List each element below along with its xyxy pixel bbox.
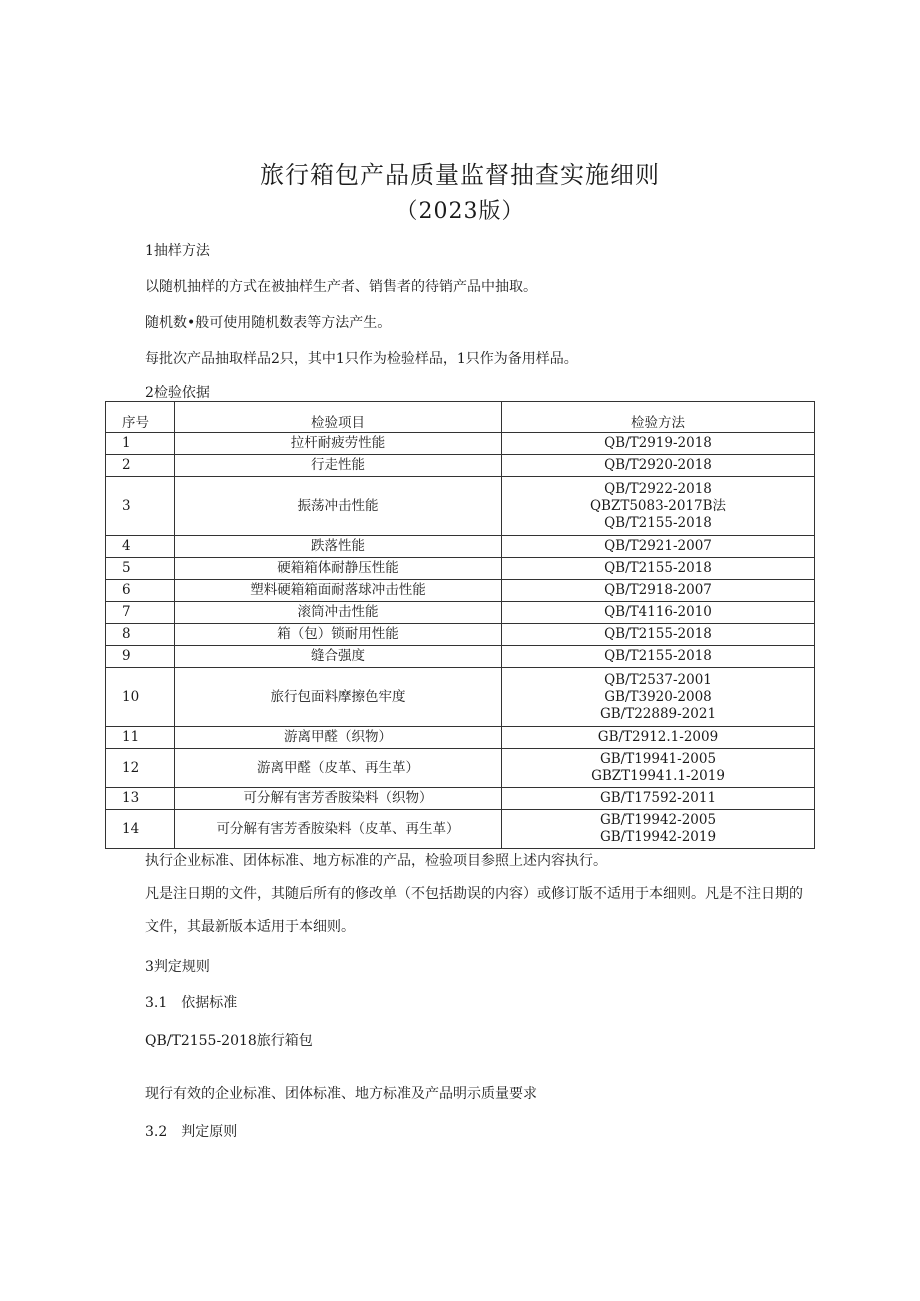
table-row [106,727,815,749]
cell-item: 拉杆耐疲劳性能 [175,433,502,455]
cell-item: 跌落性能 [175,536,502,558]
cell-item: 可分解有害芳香胺染料（皮革、再生革） [175,810,502,849]
cell-method [502,624,815,646]
table-row [106,455,815,477]
method-line: GB/T22889-2021 [599,705,717,722]
cell-item: 硬箱箱体耐静压性能 [175,558,502,580]
method-line: QB/T2918-2007 [604,582,712,598]
method-line: QB/T2155-2018 [604,560,712,576]
cell-item: 行走性能 [175,455,502,477]
cell-item: 游离甲醛（皮革、再生革） [175,749,502,788]
table-row [106,624,815,646]
table-row [106,668,815,727]
cell-no: 10 [106,668,175,727]
inspection-table-body [106,402,815,849]
section-3-1-paragraph-1: QB/T2155-2018旅行箱包 [145,1033,313,1049]
section-1-paragraph-3: 每批次产品抽取样品2只，其中1只作为检验样品，1只作为备用样品。 [145,351,578,367]
cell-method [502,558,815,580]
method-line: QB/T2922-2018 [604,480,712,497]
table-row [106,433,815,455]
cell-no: 1 [106,433,175,455]
section-1-paragraph-2: 随机数•般可使用随机数表等方法产生。 [145,315,392,331]
cell-no: 5 [106,558,175,580]
cell-method [502,749,815,788]
cell-method [502,668,815,727]
table-row [106,810,815,849]
section-2-paragraph-1: 执行企业标准、团体标准、地方标准的产品，检验项目参照上述内容执行。 [145,853,607,869]
cell-no: 6 [106,580,175,602]
method-line: QB/T2919-2018 [604,435,712,451]
cell-item: 滚筒冲击性能 [175,602,502,624]
cell-method [502,788,815,810]
method-line: QB/T2537-2001 [604,671,712,688]
document-title: 旅行箱包产品质量监督抽查实施细则 [260,161,660,189]
cell-method [502,580,815,602]
cell-method [502,536,815,558]
method-line: GB/T2912.1-2009 [597,729,719,745]
inspection-table [105,401,815,849]
cell-method [502,602,815,624]
header-cell-no: 序号 [106,402,175,433]
cell-no: 7 [106,602,175,624]
method-line: QB/T4116-2010 [604,604,712,620]
cell-no: 4 [106,536,175,558]
method-line: GB/T17592-2011 [599,790,717,806]
cell-item: 游离甲醛（织物） [175,727,502,749]
method-line: QB/T2920-2018 [604,457,712,473]
header-cell-method: 检验方法 [502,402,815,433]
table-header-row [106,402,815,433]
cell-no: 2 [106,455,175,477]
cell-item: 旅行包面料摩擦色牢度 [175,668,502,727]
table-row [106,788,815,810]
table-row [106,602,815,624]
cell-item: 塑料硬箱箱面耐落球冲击性能 [175,580,502,602]
cell-item: 箱（包）锁耐用性能 [175,624,502,646]
cell-method [502,477,815,536]
cell-no: 3 [106,477,175,536]
table-row [106,646,815,668]
section-1-heading: 1抽样方法 [145,243,210,259]
section-3-1-paragraph-2: 现行有效的企业标准、团体标准、地方标准及产品明示质量要求 [145,1086,537,1102]
cell-no: 12 [106,749,175,788]
method-line: GB/T19941-2005 [599,751,717,767]
method-line: QB/T2921-2007 [604,538,712,554]
cell-no: 11 [106,727,175,749]
document-subtitle: （2023版） [395,199,525,224]
section-1-paragraph-1: 以随机抽样的方式在被抽样生产者、销售者的待销产品中抽取。 [145,279,537,295]
table-row [106,749,815,788]
cell-method [502,646,815,668]
cell-no: 9 [106,646,175,668]
cell-item: 缝合强度 [175,646,502,668]
table-row [106,558,815,580]
cell-method [502,433,815,455]
cell-item: 振荡冲击性能 [175,477,502,536]
cell-no: 8 [106,624,175,646]
cell-method [502,455,815,477]
table-row [106,580,815,602]
cell-no: 13 [106,788,175,810]
method-line: QB/T2155-2018 [604,626,712,642]
cell-no: 14 [106,810,175,849]
section-2-heading: 2检验依据 [145,385,210,401]
cell-item: 可分解有害芳香胺染料（织物） [175,788,502,810]
method-line: GBZT19941.1-2019 [591,768,725,784]
method-line: QB/T2155-2018 [604,648,712,664]
section-3-heading: 3判定规则 [145,959,210,975]
section-3-2-heading: 3.2 判定原则 [145,1124,238,1140]
method-line: QBZT5083-2017B法 [589,497,727,514]
section-2-paragraph-2: 凡是注日期的文件，其随后所有的修改单（不包括勘误的内容）或修订版不适用于本细则。凡是不注日期的文件，其最新版本适用于本细则。 [145,886,803,935]
method-line: GB/T3920-2008 [604,688,712,705]
section-3-1-heading: 3.1 依据标准 [145,995,238,1011]
method-line: QB/T2155-2018 [604,514,712,531]
table-row [106,477,815,536]
header-cell-item: 检验项目 [175,402,502,433]
table-row [106,536,815,558]
cell-method [502,810,815,849]
method-line: GB/T19942-2005 [599,812,717,828]
method-line: GB/T19942-2019 [599,829,717,845]
cell-method [502,727,815,749]
